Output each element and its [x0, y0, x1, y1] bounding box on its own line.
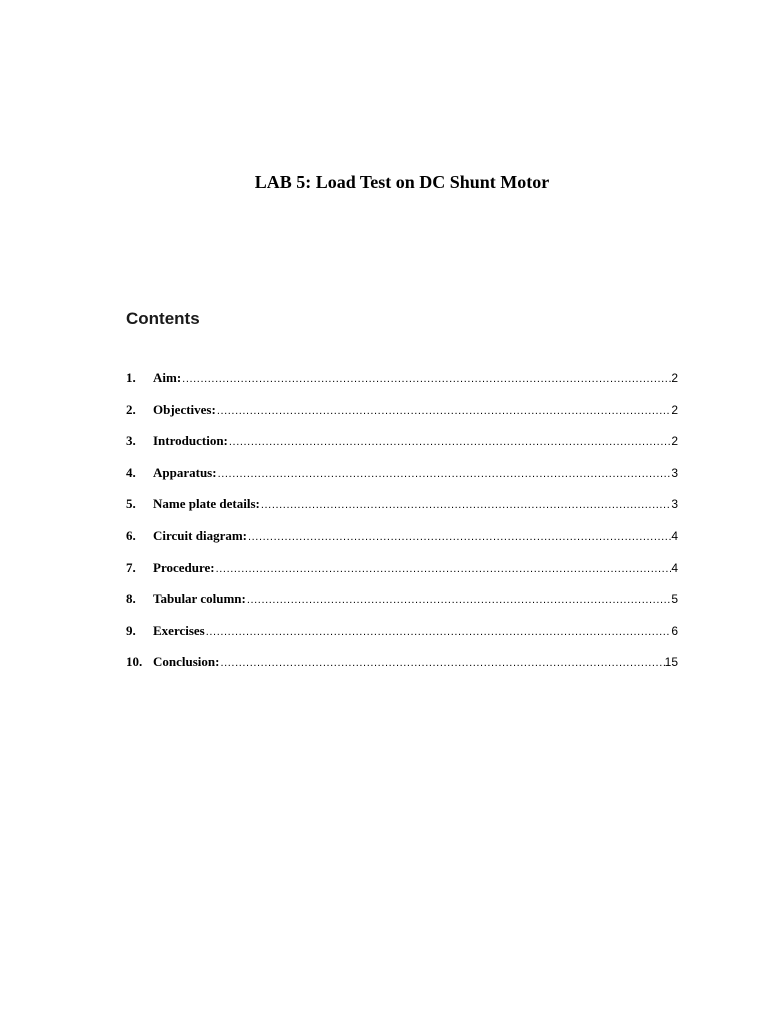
toc-entry-label: Circuit diagram:	[153, 527, 247, 543]
toc-entry-number: 8.	[126, 591, 136, 607]
toc-entry-procedure[interactable]	[126, 558, 678, 590]
toc-entry-page: 3	[671, 465, 678, 480]
toc-entry-conclusion[interactable]	[126, 652, 678, 684]
toc-entry-apparatus[interactable]	[126, 463, 678, 495]
toc-entry-label: Apparatus:	[153, 464, 217, 480]
toc-entry-number: 4.	[126, 464, 136, 480]
toc-entry-label: Introduction:	[153, 433, 228, 449]
toc-entry-objectives[interactable]	[126, 400, 678, 432]
toc-entry-label: Exercises	[153, 622, 205, 638]
toc-entry-introduction[interactable]	[126, 431, 678, 463]
toc-entry-number: 5.	[126, 496, 136, 512]
toc-entry-label: Objectives:	[153, 401, 216, 417]
toc-entry-circuit-diagram[interactable]	[126, 526, 678, 558]
toc-dot-leader	[216, 401, 672, 421]
table-of-contents	[126, 368, 678, 684]
toc-dot-leader	[246, 590, 671, 610]
toc-entry-page: 2	[671, 371, 678, 385]
toc-entry-label: Name plate details:	[153, 496, 260, 512]
toc-dot-leader	[181, 369, 671, 389]
contents-heading: Contents	[126, 309, 200, 328]
toc-entry-label: Aim:	[153, 370, 182, 385]
toc-dot-leader	[215, 559, 672, 579]
toc-entry-number: 9.	[126, 622, 136, 638]
toc-entry-page: 5	[671, 592, 678, 607]
toc-entry-number: 7.	[126, 559, 136, 575]
toc-dot-leader	[247, 527, 671, 547]
toc-entry-page: 4	[671, 528, 678, 543]
toc-entry-page: 4	[671, 560, 678, 575]
toc-entry-aim[interactable]	[126, 368, 678, 400]
document-title: LAB 5: Load Test on DC Shunt Motor	[254, 172, 550, 192]
toc-entry-page: 15	[664, 655, 678, 670]
toc-entry-number: 6.	[126, 527, 136, 543]
toc-entry-page: 2	[671, 402, 678, 417]
toc-entry-name-plate-details[interactable]	[126, 494, 678, 526]
toc-entry-label: Conclusion:	[153, 654, 220, 670]
toc-dot-leader	[260, 495, 671, 515]
toc-entry-number: 2.	[126, 401, 136, 417]
toc-entry-number: 3.	[126, 433, 136, 449]
toc-entry-page: 3	[671, 497, 678, 512]
toc-dot-leader	[228, 432, 671, 452]
toc-dot-leader	[217, 464, 672, 484]
toc-entry-exercises[interactable]	[126, 621, 678, 653]
toc-dot-leader	[205, 622, 672, 642]
toc-entry-tabular-column[interactable]	[126, 589, 678, 621]
toc-dot-leader	[219, 653, 664, 673]
toc-entry-label: Procedure:	[153, 559, 215, 575]
toc-entry-number: 10.	[126, 654, 143, 670]
toc-entry-number: 1.	[126, 370, 136, 385]
toc-entry-page: 6	[671, 623, 678, 638]
toc-entry-page: 2	[671, 434, 678, 449]
toc-entry-label: Tabular column:	[153, 591, 246, 607]
